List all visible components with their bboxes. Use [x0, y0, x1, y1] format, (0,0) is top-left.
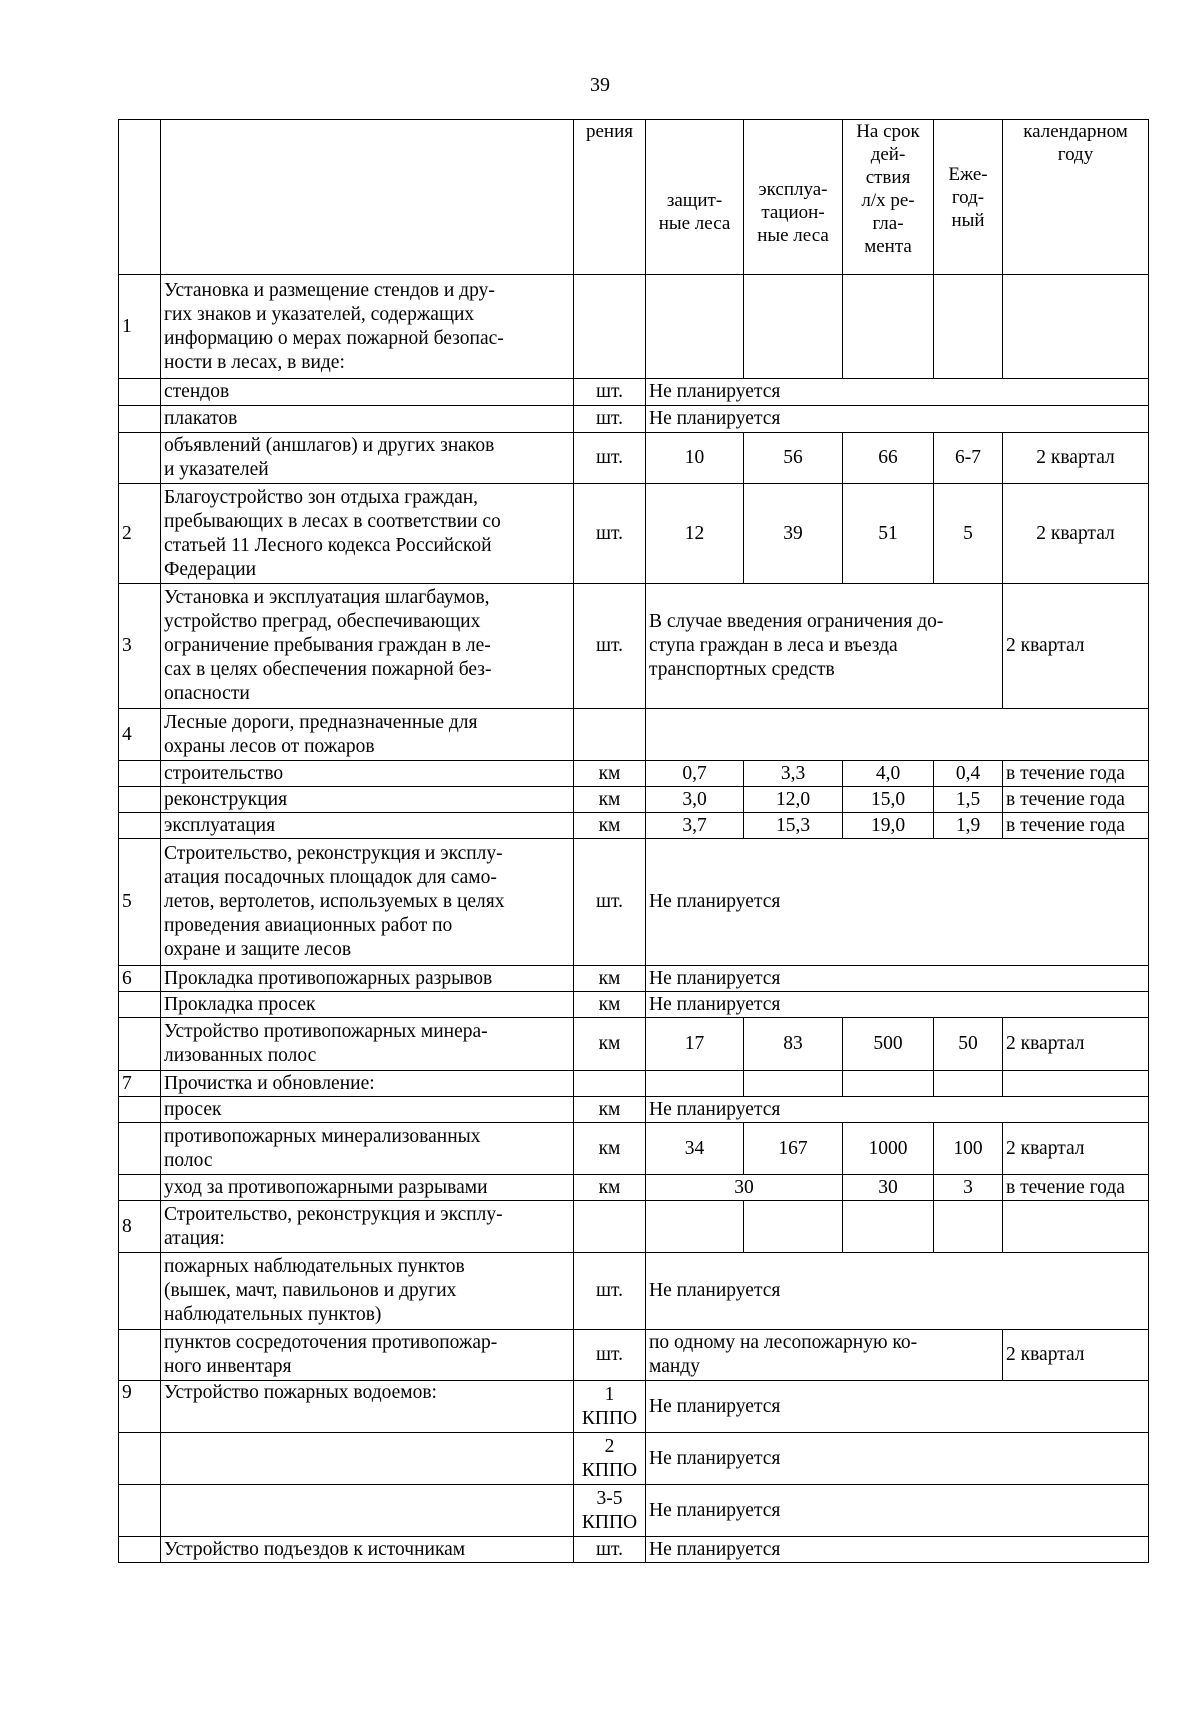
table-row [119, 1201, 1149, 1253]
row-term: 2 квартал [1003, 1018, 1149, 1071]
row-number: 3 [119, 584, 161, 709]
row-term: 2 квартал [1003, 584, 1149, 709]
row-text: Прокладка противопожарных разрывов [161, 966, 574, 992]
row-term: в течение года [1003, 813, 1149, 839]
row-term: в течение года [1003, 1175, 1149, 1201]
table-row [119, 966, 1149, 992]
table-row [119, 1097, 1149, 1123]
row-total: 30 [843, 1175, 934, 1201]
table-row [119, 992, 1149, 1018]
row-unit: шт. [574, 406, 646, 433]
row-operational: 3,3 [744, 761, 843, 787]
table-row [119, 484, 1149, 584]
row-annual: 1,5 [934, 787, 1003, 813]
row-total: 4,0 [843, 761, 934, 787]
row-text: строительство [161, 761, 574, 787]
header-operational-forests: эксплуа- тацион- ные леса [744, 120, 843, 275]
row-term: 2 квартал [1003, 1123, 1149, 1175]
row-operational: 167 [744, 1123, 843, 1175]
row-total: 66 [843, 433, 934, 484]
row-text: Установка и размещение стендов и дру- гих знаков и указателей, содержащих информацию о мерах пожарной безопас- ности в лесах, в виде: [161, 275, 574, 379]
row-term: в течение года [1003, 787, 1149, 813]
row-unit: шт. [574, 433, 646, 484]
row-text: плакатов [161, 406, 574, 433]
row-note: Не планируется [646, 966, 1149, 992]
table-row [119, 584, 1149, 709]
row-text: Благоустройство зон отдыха граждан, пребывающих в лесах в соответствии со статьей 11 Лесного кодекса Российской Федерации [161, 484, 574, 584]
row-operational: 12,0 [744, 787, 843, 813]
fire-safety-measures-table [118, 119, 1149, 1563]
row-protective: 3,0 [646, 787, 744, 813]
row-unit: км [574, 761, 646, 787]
row-operational: 15,3 [744, 813, 843, 839]
row-protective: 12 [646, 484, 744, 584]
row-unit: км [574, 992, 646, 1018]
row-text: эксплуатация [161, 813, 574, 839]
row-annual: 0,4 [934, 761, 1003, 787]
row-text: уход за противопожарными разрывами [161, 1175, 574, 1201]
row-number: 6 [119, 966, 161, 992]
row-note: Не планируется [646, 379, 1149, 406]
header-protective-forests: защит- ные леса [646, 120, 744, 275]
table-row [119, 1381, 1149, 1433]
row-total: 500 [843, 1018, 934, 1071]
row-term: 2 квартал [1003, 1330, 1149, 1381]
row-unit: км [574, 1123, 646, 1175]
row-total: 51 [843, 484, 934, 584]
row-note: Не планируется [646, 1253, 1149, 1330]
row-unit: км [574, 813, 646, 839]
table-row [119, 275, 1149, 379]
row-note: Не планируется [646, 1433, 1149, 1485]
row-annual: 1,9 [934, 813, 1003, 839]
row-note: Не планируется [646, 1537, 1149, 1563]
row-number: 9 [119, 1381, 161, 1433]
row-text: Установка и эксплуатация шлагбаумов, устройство преград, обеспечивающих ограничение пребывания граждан в ле- сах в целях обеспечения пожарной без- опасности [161, 584, 574, 709]
row-text: Строительство, реконструкция и эксплу- атация: [161, 1201, 574, 1253]
row-annual: 3 [934, 1175, 1003, 1201]
row-operational: 83 [744, 1018, 843, 1071]
table-row [119, 406, 1149, 433]
row-unit: шт. [574, 484, 646, 584]
row-unit: км [574, 787, 646, 813]
row-total: 19,0 [843, 813, 934, 839]
page-number: 39 [590, 74, 610, 96]
row-total: 15,0 [843, 787, 934, 813]
row-note: Не планируется [646, 1381, 1149, 1433]
table-row [119, 1123, 1149, 1175]
row-operational: 56 [744, 433, 843, 484]
row-unit: шт. [574, 839, 646, 966]
row-text: пунктов сосредоточения противопожар- ного инвентаря [161, 1330, 574, 1381]
row-unit: 1 КППО [574, 1381, 646, 1433]
row-note: Не планируется [646, 1485, 1149, 1537]
table-row [119, 433, 1149, 484]
row-total: 1000 [843, 1123, 934, 1175]
row-note: В случае введения ограничения до- ступа граждан в леса и въезда транспортных средств [646, 584, 1003, 709]
table-row [119, 709, 1149, 761]
row-annual: 50 [934, 1018, 1003, 1071]
row-unit: шт. [574, 379, 646, 406]
table-row [119, 379, 1149, 406]
row-annual: 5 [934, 484, 1003, 584]
row-note: Не планируется [646, 1097, 1149, 1123]
table-row [119, 787, 1149, 813]
row-text: Устройство противопожарных минера- лизованных полос [161, 1018, 574, 1071]
row-number: 8 [119, 1201, 161, 1253]
table-row [119, 1485, 1149, 1537]
row-unit: км [574, 1175, 646, 1201]
row-note: по одному на лесопожарную ко- манду [646, 1330, 1003, 1381]
row-protective: 17 [646, 1018, 744, 1071]
table-row [119, 839, 1149, 966]
row-term: в течение года [1003, 761, 1149, 787]
row-note: Не планируется [646, 839, 1149, 966]
row-text: противопожарных минерализованных полос [161, 1123, 574, 1175]
row-combined-forests: 30 [646, 1175, 843, 1201]
row-number: 2 [119, 484, 161, 584]
row-term: 2 квартал [1003, 484, 1149, 584]
table-row [119, 1433, 1149, 1485]
row-unit: шт. [574, 1537, 646, 1563]
row-note: Не планируется [646, 992, 1149, 1018]
header-row [119, 120, 1149, 275]
row-number: 7 [119, 1071, 161, 1097]
table-row [119, 761, 1149, 787]
row-text: объявлений (аншлагов) и других знаков и указателей [161, 433, 574, 484]
row-text: Прочистка и обновление: [161, 1071, 574, 1097]
row-text: Устройство пожарных водоемов: [161, 1381, 574, 1433]
row-protective: 34 [646, 1123, 744, 1175]
header-annual: Еже- год- ный [934, 120, 1003, 275]
table-row [119, 1537, 1149, 1563]
table-row [119, 1330, 1149, 1381]
row-term: 2 квартал [1003, 433, 1149, 484]
row-annual: 6-7 [934, 433, 1003, 484]
row-unit: км [574, 966, 646, 992]
table-row [119, 1018, 1149, 1071]
row-text: Лесные дороги, предназначенные для охраны лесов от пожаров [161, 709, 574, 761]
row-annual: 100 [934, 1123, 1003, 1175]
row-unit: шт. [574, 584, 646, 709]
row-protective: 10 [646, 433, 744, 484]
row-text: стендов [161, 379, 574, 406]
header-unit-tail: рения [574, 120, 646, 275]
header-regulation-period: На срок дей- ствия л/х ре- гла- мента [843, 120, 934, 275]
row-number: 4 [119, 709, 161, 761]
row-number: 1 [119, 275, 161, 379]
row-text: просек [161, 1097, 574, 1123]
row-unit: км [574, 1018, 646, 1071]
row-number: 5 [119, 839, 161, 966]
row-unit: 3-5 КППО [574, 1485, 646, 1537]
row-text: пожарных наблюдательных пунктов (вышек, мачт, павильонов и других наблюдательных пунктов) [161, 1253, 574, 1330]
row-protective: 0,7 [646, 761, 744, 787]
header-calendar-year: календарном году [1003, 120, 1149, 275]
row-text: реконструкция [161, 787, 574, 813]
row-operational: 39 [744, 484, 843, 584]
row-protective: 3,7 [646, 813, 744, 839]
row-text: Прокладка просек [161, 992, 574, 1018]
row-text: Строительство, реконструкция и эксплу- атация посадочных площадок для само- летов, вертолетов, используемых в целях проведения авиационных работ по охране и защите лесов [161, 839, 574, 966]
row-unit: шт. [574, 1253, 646, 1330]
row-text: Устройство подъездов к источникам [161, 1537, 574, 1563]
table-row [119, 1071, 1149, 1097]
row-unit: км [574, 1097, 646, 1123]
row-note: Не планируется [646, 406, 1149, 433]
table-row [119, 1253, 1149, 1330]
table-row [119, 1175, 1149, 1201]
row-unit: 2 КППО [574, 1433, 646, 1485]
row-unit: шт. [574, 1330, 646, 1381]
table-row [119, 813, 1149, 839]
